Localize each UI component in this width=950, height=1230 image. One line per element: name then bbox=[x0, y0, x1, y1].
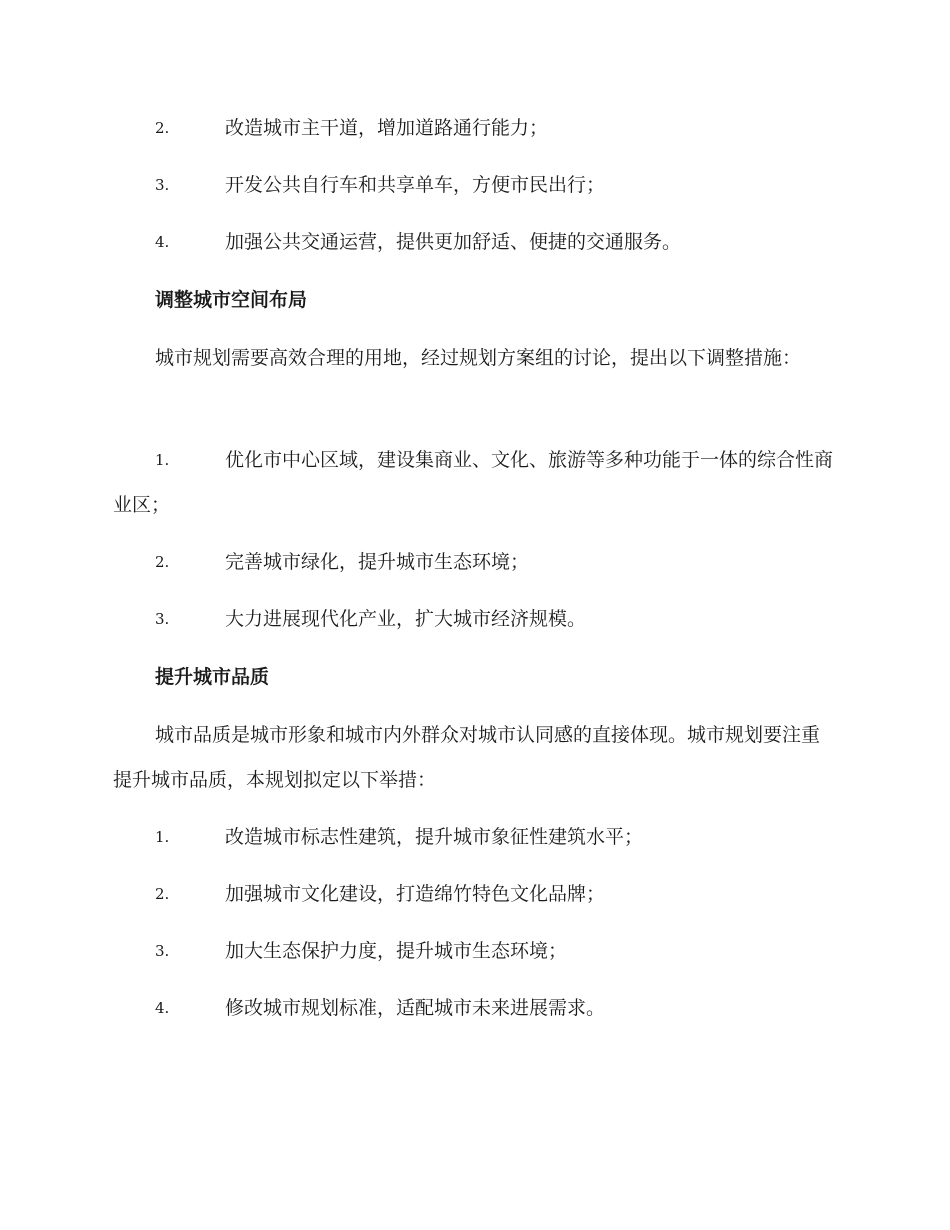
list-item bbox=[0, 597, 950, 642]
list-item-text: 加大生态保护力度，提升城市生态环境； bbox=[225, 940, 568, 962]
list-item bbox=[113, 438, 833, 528]
list-item bbox=[0, 929, 950, 974]
list-item bbox=[0, 163, 950, 208]
list-item-number: 2. bbox=[155, 553, 170, 571]
list-item-text: 改造城市主干道，增加道路通行能力； bbox=[225, 117, 549, 139]
list-item-text: 加强公共交通运营，提供更加舒适、便捷的交通服务。 bbox=[225, 231, 682, 253]
list-item bbox=[0, 540, 950, 585]
section-heading: 提升城市品质 bbox=[155, 666, 270, 688]
list-item-number: 4. bbox=[155, 233, 170, 251]
list-item bbox=[0, 815, 950, 860]
list-item-text: 加强城市文化建设，打造绵竹特色文化品牌； bbox=[225, 883, 606, 905]
list-item-text: 完善城市绿化，提升城市生态环境； bbox=[225, 551, 530, 573]
list-item-number: 2. bbox=[155, 885, 170, 903]
list-item bbox=[0, 220, 950, 265]
list-item-number: 3. bbox=[155, 942, 170, 960]
list-item-text: 开发公共自行车和共享单车，方便市民出行； bbox=[225, 174, 606, 196]
section-paragraph: 城市规划需要高效合理的用地，经过规划方案组的讨论，提出以下调整措施： bbox=[155, 347, 802, 369]
list-item bbox=[0, 986, 950, 1031]
list-item-number: 3. bbox=[155, 176, 170, 194]
list-item-text: 优化市中心区域，建设集商业、文化、旅游等多种功能于一体的综合性商业区； bbox=[113, 449, 834, 516]
list-item-text: 修改城市规划标准，适配城市未来进展需求。 bbox=[225, 997, 606, 1019]
list-item-text: 大力进展现代化产业，扩大城市经济规模。 bbox=[225, 608, 587, 630]
list-item-number: 3. bbox=[155, 610, 170, 628]
list-item bbox=[0, 872, 950, 917]
list-item-number: 4. bbox=[155, 999, 170, 1017]
list-item-number: 2. bbox=[155, 119, 170, 137]
section-paragraph: 城市品质是城市形象和城市内外群众对城市认同感的直接体现。城市规划要注重提升城市品质，本规划拟定以下举措： bbox=[113, 724, 821, 791]
list-item-number: 1. bbox=[155, 451, 170, 469]
list-item-number: 1. bbox=[155, 828, 170, 846]
list-item-text: 改造城市标志性建筑，提升城市象征性建筑水平； bbox=[225, 826, 644, 848]
list-item bbox=[0, 106, 950, 151]
section-heading: 调整城市空间布局 bbox=[155, 289, 308, 311]
